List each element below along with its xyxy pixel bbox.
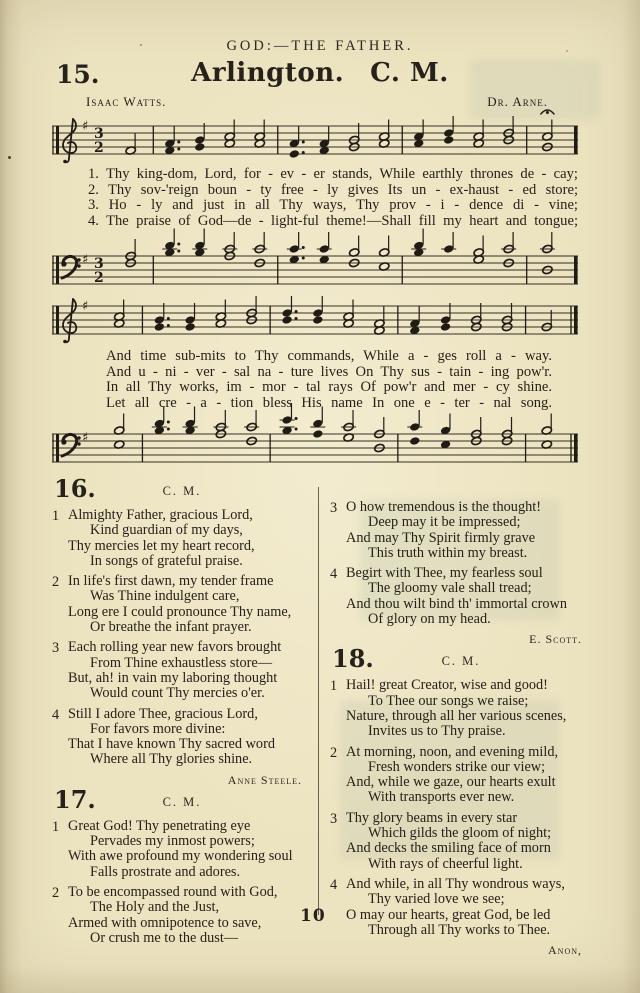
verse-line: Through all Thy works to Thee. [368,921,551,938]
verse-line: O how tremendous is the thought! [346,499,541,515]
verse-number: 2 [52,574,60,591]
verse-line: But, ah! in vain my laboring thought [68,669,278,686]
verse-line: Would count Thy mercies o'er. [90,685,265,702]
verse-line: That I have known Thy sacred word [68,736,275,753]
verse-line: In songs of grateful praise. [90,552,243,569]
verse-line: Hail! great Creator, wise and good! [346,677,548,694]
verse-line: Almighty Father, gracious Lord, [68,507,253,523]
verse [52,819,312,880]
verse-line: Thy glory beams in every star [346,809,518,826]
lyric-line: And time sub-mits to Thy commands, While a - ges roll a - way. [106,348,552,364]
hymn16-heading [52,474,312,505]
verse-line: Deep may it be impressed; [368,514,521,531]
lyric-line: 3. Ho - ly and just in all Thy ways, Thy prov - i - dence di - vine; [88,197,578,214]
verse-number: 1 [52,508,60,524]
verse-line: For favors more divine: [90,720,226,737]
svg-text:2: 2 [94,140,104,156]
verse-line: Nature, through all her various scenes, [346,707,567,724]
verse-line: Invites us to Thy praise. [368,723,506,740]
verse [52,574,312,635]
verse [52,640,312,701]
hymn18-heading [330,644,592,675]
verse-line: Which gilds the gloom of night; [368,825,552,842]
hymn15-title [0,58,640,88]
verse-number: 4 [52,706,60,723]
right-column [330,478,592,959]
svg-text:♯: ♯ [82,430,89,446]
verse-line: And decks the smiling face of morn [346,840,551,857]
verse-line: At morning, noon, and evening mild, [346,743,559,760]
verse-line: Armed with omnipotence to save, [68,914,262,931]
lyric-line: Let all cre - a - tion bless His name In one e - ter - nal song. [106,394,552,411]
lyric-line: 2. Thy sov-'reign boun - ty free - ly gives Its un - ex-haust - ed store; [88,181,578,198]
svg-text:3: 3 [94,256,104,272]
verse-line: Still I adore Thee, gracious Lord, [68,705,258,722]
hymn17-verses-3-4 [330,500,592,627]
music-staff-treble-2 [50,288,580,352]
music-staff-bass-1 [50,220,580,292]
verse-number: 3 [330,810,338,827]
verse-line: With awe profound my wondering soul [68,848,293,865]
verse [330,678,592,739]
hymn15-composer: Dr. Arne. [487,94,548,109]
hymn17-meter: C. M. [162,794,202,809]
verse-line: O may our hearts, great God, be led [346,906,551,923]
verse [52,707,312,768]
verse-line: Of glory on my head. [368,611,491,628]
verse-number: 4 [330,566,338,583]
verse-line: To be encompassed round with God, [68,883,278,900]
verse-line: Thy varied love we see; [368,891,505,908]
verse-number: 3 [330,500,338,516]
verse-number: 3 [52,640,60,657]
verse-line: From Thine exhaustless store— [90,654,272,671]
verse-line: Fresh wonders strike our view; [368,758,546,775]
verse-line: Falls prostrate and adores. [90,863,241,880]
verse-line: Thy mercies let my heart record, [68,537,255,554]
verse [330,500,592,561]
verse-line: Long ere I could pronounce Thy name, [68,603,292,620]
verse-line: The Holy and the Just, [90,899,220,916]
verse-line: Begirt with Thee, my fearless soul [346,565,543,582]
hymn17-heading [52,784,312,816]
verse-number: 4 [330,876,338,893]
hymn16-verses [52,508,312,768]
verse-line: Or breathe the infant prayer. [90,619,252,636]
verse [330,745,592,806]
hymn15-tune-name: Arlington. [191,58,345,88]
hymn15-author: Isaac Watts. [86,94,167,109]
hymn18-verses [330,678,592,938]
verse-line: With rays of cheerful light. [368,855,523,872]
verse-line: In life's first dawn, my tender frame [68,573,274,590]
hymn16-number: 16. [54,474,96,503]
music-staff-bass-2 [50,394,580,470]
verse-number: 2 [52,884,60,901]
page-number: 10 [300,906,326,926]
verse-line: And may Thy Spirit firmly grave [346,529,536,546]
lyric-line: In all Thy works, im - mor - tal rays Of pow'r and mer - cy shine. [106,379,552,396]
hymn18-meter: C. M. [441,654,481,669]
hymn18-attribution: Anon, [548,943,582,958]
hymn17-attribution: E. Scott. [529,632,582,647]
column-divider [318,487,319,915]
left-column [52,474,312,951]
section-header: GOD:—THE FATHER. [226,38,414,54]
hymn17-verses-1-2 [52,819,312,946]
verse-line: Great God! Thy penetrating eye [68,817,251,834]
verse-number: 1 [52,818,60,835]
verse-number: 1 [330,678,338,695]
verse-line: And, while we gaze, our hearts exult [346,774,556,791]
lyric-line: 4. The praise of God—de - light-ful theme!—Shall fill my heart and tongue; [88,212,578,229]
verse-line: And while, in all Thy wondrous ways, [346,875,565,892]
verse-line: With transports ever new. [368,789,515,806]
verse [52,508,312,569]
hymn15-meter: C. M. [370,58,449,88]
hymn18-number: 18. [332,644,374,674]
music-staff-treble-1 [50,108,580,172]
verse-line: Or crush me to the dust— [90,929,239,946]
hymn16-meter: C. M. [162,484,202,498]
verse-line: And thou wilt bind th' immortal crown [346,595,567,612]
hymn17-number: 17. [54,784,96,814]
lyric-line: And u - ni - ver - sal na - ture lives On Thy sus - tain - ing pow'r. [106,363,552,380]
verse-line: Pervades my inmost powers; [90,833,255,850]
svg-text:♯: ♯ [82,252,89,268]
svg-text:3: 3 [94,126,104,142]
verse [52,885,312,946]
verse-line: Was Thine indulgent care, [90,588,240,605]
verse-line: To Thee our songs we raise; [368,692,529,709]
verse-line: The gloomy vale shall tread; [368,580,532,597]
svg-text:♯: ♯ [82,119,89,134]
verse-number: 2 [330,744,338,761]
svg-text:2: 2 [94,270,104,286]
hymn15-heading [0,60,640,90]
verse [330,811,592,872]
hymn16-attribution: Anne Steele. [227,772,302,787]
hymn15-number: 15. [56,60,100,89]
verse-line: Where all Thy glories shine. [90,751,253,768]
verse-line: Kind guardian of my days, [90,522,243,539]
lyric-line: 1. Thy king-dom, Lord, for - ev - er stands, While earthly thrones de - cay; [88,166,578,182]
verse-line: Each rolling year new favors brought [68,639,282,656]
verse [330,566,592,627]
svg-text:♯: ♯ [82,299,89,314]
verse-line: This truth within my breast. [368,544,528,561]
paper-speck [8,156,11,159]
verse [330,877,592,938]
